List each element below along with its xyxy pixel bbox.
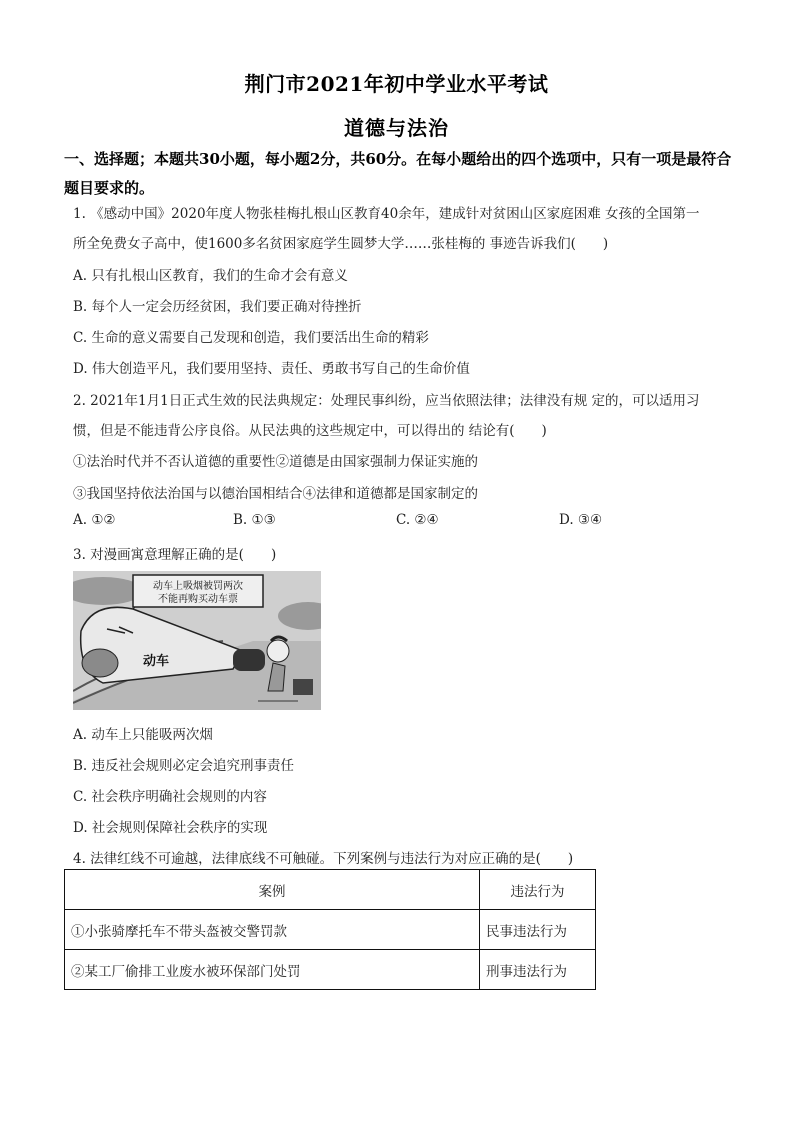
svg-text:动车上吸烟被罚两次: 动车上吸烟被罚两次 — [153, 581, 243, 592]
q2-option-d: D. ③④ — [559, 512, 603, 528]
q1-option-c: C. 生命的意义需要自己发现和创造，我们要活出生命的精彩 — [73, 330, 429, 346]
q2-option-a: A. ①② — [73, 512, 116, 528]
q3-stem: 3. 对漫画寓意理解正确的是( ) — [73, 547, 277, 563]
cases-table — [64, 869, 596, 990]
cartoon-image — [73, 571, 321, 710]
q2-stem-line2: 惯，但是不能违背公序良俗。从民法典的这些规定中，可以得出的 结论有( ) — [73, 423, 547, 439]
q3-option-b: B. 违反社会规则必定会追究刑事责任 — [73, 758, 295, 774]
q3-option-a: A. 动车上只能吸两次烟 — [73, 727, 213, 743]
q1-option-d: D. 伟大创造平凡，我们要用坚持、责任、勇敢书写自己的生命价值 — [73, 361, 470, 377]
violation-cell: 民事违法行为 — [480, 910, 596, 950]
section-instructions: 一、选择题；本题共30小题，每小题2分，共60分。在每小题给出的四个选项中，只有一项是最符合题目要求的。 — [64, 150, 732, 197]
q2-option-c: C. ②④ — [396, 512, 439, 528]
header-case: 案例 — [65, 870, 480, 910]
q1-stem-line2: 所全免费女子高中，使1600多名贫困家庭学生圆梦大学……张桂梅的 事迹告诉我们( ) — [73, 236, 609, 252]
q1-option-b: B. 每个人一定会历经贫困，我们要正确对待挫折 — [73, 299, 362, 315]
table-row — [65, 950, 596, 990]
q2-statements-line1: ①法治时代并不否认道德的重要性②道德是由国家强制力保证实施的 — [73, 454, 478, 470]
header-violation-type: 违法行为 — [480, 870, 596, 910]
q2-stem-line1: 2. 2021年1月1日正式生效的民法典规定：处理民事纠纷，应当依照法律；法律没有规 定的，可以适用习 — [73, 393, 700, 409]
svg-text:动车: 动车 — [143, 654, 170, 669]
train-cartoon-illustration — [73, 571, 321, 710]
q4-stem: 4. 法律红线不可逾越，法律底线不可触碰。下列案例与违法行为对应正确的是( ) — [73, 851, 574, 867]
violation-cell: 刑事违法行为 — [480, 950, 596, 990]
exam-title: 荆门市2021年初中学业水平考试 — [244, 72, 549, 96]
q1-stem-line1: 1. 《感动中国》2020年度人物张桂梅扎根山区教育40余年，建成针对贫困山区家庭困难 女孩的全国第一 — [73, 206, 700, 222]
case-cell: ②某工厂偷排工业废水被环保部门处罚 — [65, 950, 480, 990]
q2-statements-line2: ③我国坚持依法治国与以德治国相结合④法律和道德都是国家制定的 — [73, 486, 478, 502]
q2-option-b: B. ①③ — [233, 512, 276, 528]
table-row — [65, 910, 596, 950]
q1-option-a: A. 只有扎根山区教育，我们的生命才会有意义 — [73, 268, 348, 284]
svg-text:不能再购买动车票: 不能再购买动车票 — [158, 594, 238, 605]
q3-option-c: C. 社会秩序明确社会规则的内容 — [73, 789, 267, 805]
table-header-row — [65, 870, 596, 910]
case-cell: ①小张骑摩托车不带头盔被交警罚款 — [65, 910, 480, 950]
q3-option-d: D. 社会规则保障社会秩序的实现 — [73, 820, 268, 836]
exam-subject: 道德与法治 — [344, 116, 449, 140]
